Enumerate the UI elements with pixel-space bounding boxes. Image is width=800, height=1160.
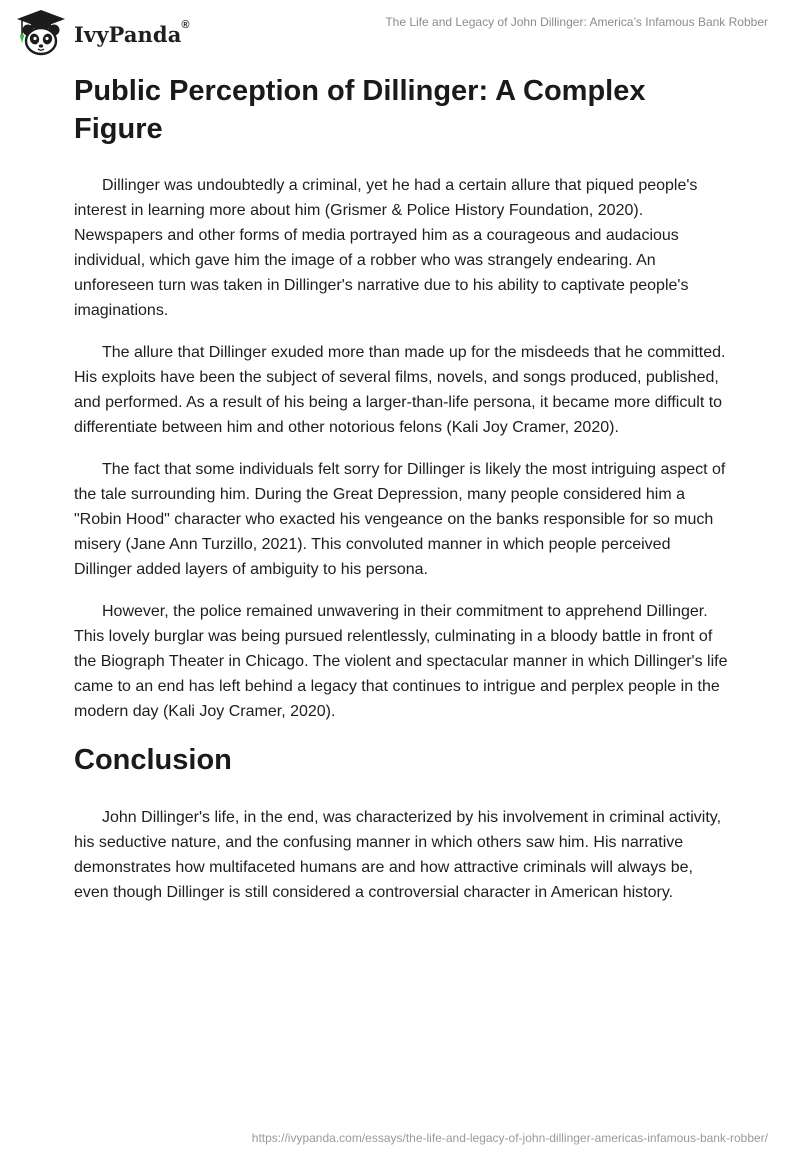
paragraph: The allure that Dillinger exuded more than made up for the misdeeds that he committed. His exploits have been the subject of several films, novels, and songs produced, published, and performed. As a result of his being a larger-than-life persona, it became more difficult to differentiate between him and other notorious felons (Kali Joy Cramer, 2020). — [74, 344, 726, 436]
paragraph: The fact that some individuals felt sorry for Dillinger is likely the most intriguing aspect of the tale surrounding him. During the Great Depression, many people considered him a "Robin Hood" character who exacted his vengeance on the banks responsible for so much misery (Jane Ann Turzillo, 2021). This convoluted manner in which people perceived Dillinger added layers of ambiguity to his persona. — [74, 461, 726, 578]
document-title: The Life and Legacy of John Dillinger: America’s Infamous Bank Robber — [385, 15, 768, 29]
page-header — [0, 0, 800, 70]
essay-content — [74, 72, 728, 922]
paragraph: Dillinger was undoubtedly a criminal, yet he had a certain allure that piqued people's interest in learning more about him (Grismer & Police History Foundation, 2020). Newspapers and other forms of media portrayed him as a courageous and audacious individual, which gave him the image of a robber who was strangely endearing. An unforeseen turn was taken in Dillinger's narrative due to his ability to captivate people's imaginations. — [74, 177, 698, 319]
source-url[interactable]: https://ivypanda.com/essays/the-life-and-legacy-of-john-dillinger-americas-infamous-bank-robber/ — [251, 1131, 768, 1145]
section-heading-public-perception: Public Perception of Dillinger: A Complex Figure — [74, 75, 646, 145]
registered-mark: ® — [181, 18, 190, 31]
paragraph: However, the police remained unwavering in their commitment to apprehend Dillinger. This lovely burglar was being pursued relentlessly, culminating in a bloody battle in front of the Biograph Theater in Chicago. The violent and spectacular manner in which Dillinger's life came to an end has left behind a legacy that continues to intrigue and perplex people in the modern day (Kali Joy Cramer, 2020). — [74, 603, 728, 720]
ivypanda-logo[interactable] — [14, 8, 190, 58]
section-heading-conclusion: Conclusion — [74, 744, 232, 776]
logo-text: IvyPanda® — [74, 18, 190, 47]
panda-graduate-icon — [14, 8, 68, 58]
paragraph: John Dillinger's life, in the end, was characterized by his involvement in criminal activity, his seductive nature, and the confusing manner in which others saw him. His narrative demonstrates how multifaceted humans are and how attractive criminals will always be, even though Dillinger is still considered a controversial character in American history. — [74, 809, 722, 901]
